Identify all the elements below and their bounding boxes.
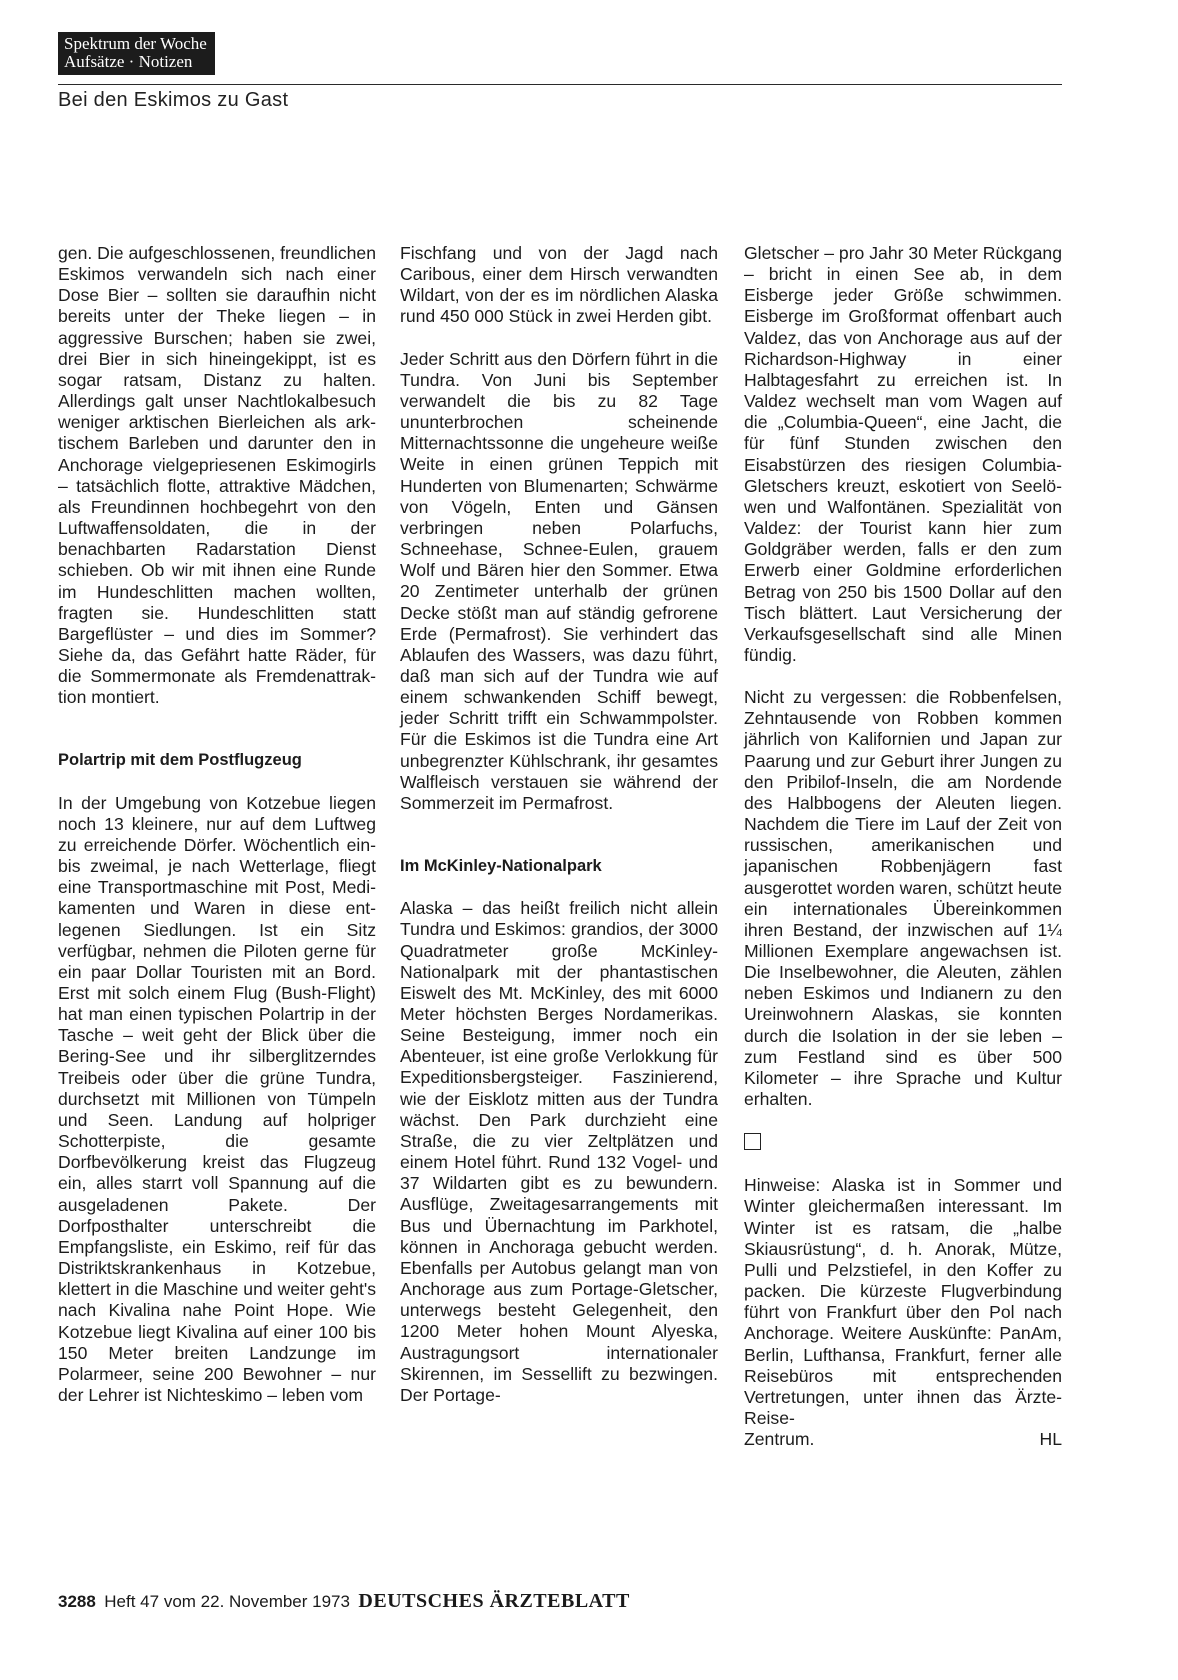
section-label-line2: Aufsätze · Notizen bbox=[64, 52, 193, 71]
column-3 bbox=[744, 243, 1062, 1450]
section-label bbox=[58, 32, 215, 75]
closing-word: Zentrum. bbox=[744, 1429, 815, 1450]
section-label-line1: Spektrum der Woche bbox=[64, 34, 207, 53]
col2-paragraph-2: Jeder Schritt aus den Dörfern führt in die Tundra. Von Juni bis September verwandelt die bis zu 82 Tage ununterbrochen scheinende Mitternachtssonne die ungeheure weiße Weite in einen grünen Teppich mit Hunderten von Blumenarten; Schwärme von Vögeln, Enten und Gänsen verbringen neben Polarfuchs, Schneehase, Schnee-Eulen, grauem Wolf und Bären hier den Sommer. Etwa 20 Zentimeter unterhalb der grünen Decke stößt man auf ständig gefrorene Erde (Permafrost). Sie verhindert das Ablaufen des Wassers, was dazu führt, daß man sich auf der Tundra wie auf einem schwankenden Schiff bewegt, jeder Schritt trifft ein Schwammpolster. Für die Eskimos ist die Tundra eine Art unbegrenzter Kühlschrank, ihr gesamtes Walfleisch verstauen sie während der Sommerzeit im Permafrost. bbox=[400, 348, 718, 813]
article-title: Bei den Eskimos zu Gast bbox=[58, 89, 289, 111]
page-footer bbox=[58, 1590, 630, 1613]
page-number: 3288 bbox=[58, 1592, 96, 1611]
column-2 bbox=[400, 243, 718, 1406]
col3-paragraph-1: Gletscher – pro Jahr 30 Meter Rückgang – bricht in einen See ab, in dem Eisberge jeder Größe schwimmen. Eisberge im Großformat offenbart auch Valdez, das von Anchorage aus auf der Richardson-Highway in einer Halbtagesfahrt zu erreichen ist. In Valdez wechselt man vom Wagen auf die „Columbia-Queen“, eine Jacht, die für fünf Stunden zwischen den Eisabstürzen des riesigen Columbia-Gletschers kreuzt, eskotiert von Seelöwen und Walfontänen. Spezialität von Valdez: der Tourist kann hier zum Goldgräber werden, falls er den zum Erwerb einer Goldmine erforderlichen Betrag von 250 bis 1500 Dollar auf den Tisch blättert. Laut Versicherung der Verkaufsgesellschaft sind alle Minen fündig. bbox=[744, 243, 1062, 665]
col3-paragraph-2: Nicht zu vergessen: die Robbenfelsen, Zehntausende von Robben kommen jährlich von Kalifornien und Japan zur Paarung und zur Geburt ihrer Jungen zu den Pribilof-Inseln, die am Nordende des Halbbogens der Aleuten liegen. Nachdem die Tiere im Lauf der Zeit von russischen, amerikanischen und japanischen Robbenjägern fast ausgerottet worden waren, schützt heute ein internationales Übereinkommen ihren Bestand, der inzwischen auf 1¼ Millionen Exemplare angewachsen ist. Die Inselbewohner, die Aleuten, zählen neben Eskimos und Indianern zu den Ureinwohnern Alaskas, sie konnten durch die Isolation in der sie leben – zum Festland sind es über 500 Kilometer – ihre Sprache und Kultur erhalten. bbox=[744, 687, 1062, 1110]
issue-info: Heft 47 vom 22. November 1973 bbox=[104, 1592, 350, 1611]
author-initials: HL bbox=[1039, 1429, 1062, 1450]
magazine-name: DEUTSCHES ÄRZTEBLATT bbox=[358, 1590, 630, 1612]
col1-paragraph-1: gen. Die aufgeschlossenen, freundlichen Eskimos verwandeln sich nach einer Dose Bier – sollten sie daraufhin nicht bereits unter der Theke liegen – in aggressive Burschen; haben sie zwei, drei Bier in sich hineingekippt, ist es sogar ratsam, Distanz zu halten. Allerdings galt unser Nachtlokalbesuch weniger arktischen Bierleichen als arktischem Barleben und darunter den in Anchorage vielgepriesenen Eskimogirls – tatsächlich flotte, attraktive Mädchen, als Freundinnen hochbegehrt von den Luftwaffensoldaten, die in der benachbarten Radarstation Dienst schieben. Ob wir mit ihnen eine Runde im Hundeschlitten machen wollten, fragten sie. Hundeschlitten statt Bargeflüster – und dies im Sommer? Siehe da, das Gefährt hatte Räder, für die Sommermonate als Fremdenattraktion montiert. bbox=[58, 243, 376, 708]
column-1 bbox=[58, 243, 376, 1406]
closing-line bbox=[744, 1429, 1062, 1450]
col3-paragraph-3: Hinweise: Alaska ist in Sommer und Winter gleichermaßen interessant. Im Winter ist es ratsam, die „halbe Skiausrüstung“, d. h. Anorak, Mütze, Pulli und Pelzstiefel, in den Koffer zu packen. Die kürzeste Flugverbindung führt von Frankfurt über den Pol nach Anchorage. Weitere Auskünfte: PanAm, Berlin, Lufthansa, Frankfurt, ferner alle Reisebüros mit entsprechenden Vertretungen, unter ihnen das Ärzte-Reise- bbox=[744, 1175, 1062, 1428]
col1-paragraph-2: In der Umgebung von Kotzebue liegen noch 13 kleinere, nur auf dem Luftweg zu erreichende Dörfer. Wöchentlich ein- bis zweimal, je nach Wetterlage, fliegt eine Transportmaschine mit Post, Medikamenten und Waren in diese entlegenen Siedlungen. Ist ein Sitz verfügbar, nehmen die Piloten gerne für ein paar Dollar Touristen mit an Bord. Erst mit solch einem Flug (Bush-Flight) hat man einen typischen Polartrip in der Tasche – weit geht der Blick über die Bering-See und ihr silberglitzerndes Treibeis oder über die grüne Tundra, durchsetzt mit Millionen von Tümpeln und Seen. Landung auf holpriger Schotterpiste, die gesamte Dorfbevölkerung kreist das Flugzeug ein, alles starrt voll Spannung auf die ausgeladenen Pakete. Der Dorfposthalter unterschreibt die Empfangsliste, ein Eskimo, reif für das Distriktskrankenhaus in Kotzebue, klettert in die Maschine und weiter geht's nach Kivalina nahe Point Hope. Wie Kotzebue liegt Kivalina auf einer 100 bis 150 Meter breiten Landzunge im Polarmeer, seine 200 Bewohner – nur der Lehrer ist Nichteskimo – leben vom bbox=[58, 792, 376, 1405]
col2-paragraph-3: Alaska – das heißt freilich nicht allein Tundra und Eskimos: grandios, der 3000 Quadratmeter große McKinley-Nationalpark mit der phantastischen Eiswelt des Mt. McKinley, des mit 6000 Meter höchsten Berges Nordamerikas. Seine Besteigung, immer noch ein Abenteuer, ist eine große Verlokkung für Expeditionsbergsteiger. Faszinierend, wie der Eisklotz mitten aus der Tundra wächst. Den Park durchzieht eine Straße, die zu vier Zeltplätzen und einem Hotel führt. Rund 132 Vogel- und 37 Wildarten gibt es zu bewundern. Ausflüge, Zweitagesarrangements mit Bus und Übernachtung im Parkhotel, können in Anchoraga gebucht werden. Ebenfalls per Autobus gelangt man von Anchorage aus zum Portage-Gletscher, unterwegs besteht Gelegenheit, den 1200 Meter hohen Mount Alyeska, Austragungsort internationaler Skirennen, im Sessellift zu bezwingen. Der Portage- bbox=[400, 898, 718, 1405]
section-heading-mckinley: Im McKinley-Nationalpark bbox=[400, 857, 602, 876]
section-heading-polartrip: Polartrip mit dem Postflugzeug bbox=[58, 751, 302, 770]
col2-paragraph-1: Fischfang und von der Jagd nach Caribous, einer dem Hirsch verwandten Wildart, von der es im nördlichen Alaska rund 450 000 Stück in zwei Herden gibt. bbox=[400, 243, 718, 327]
header-rule bbox=[58, 84, 1062, 85]
end-of-article-box bbox=[744, 1133, 761, 1150]
